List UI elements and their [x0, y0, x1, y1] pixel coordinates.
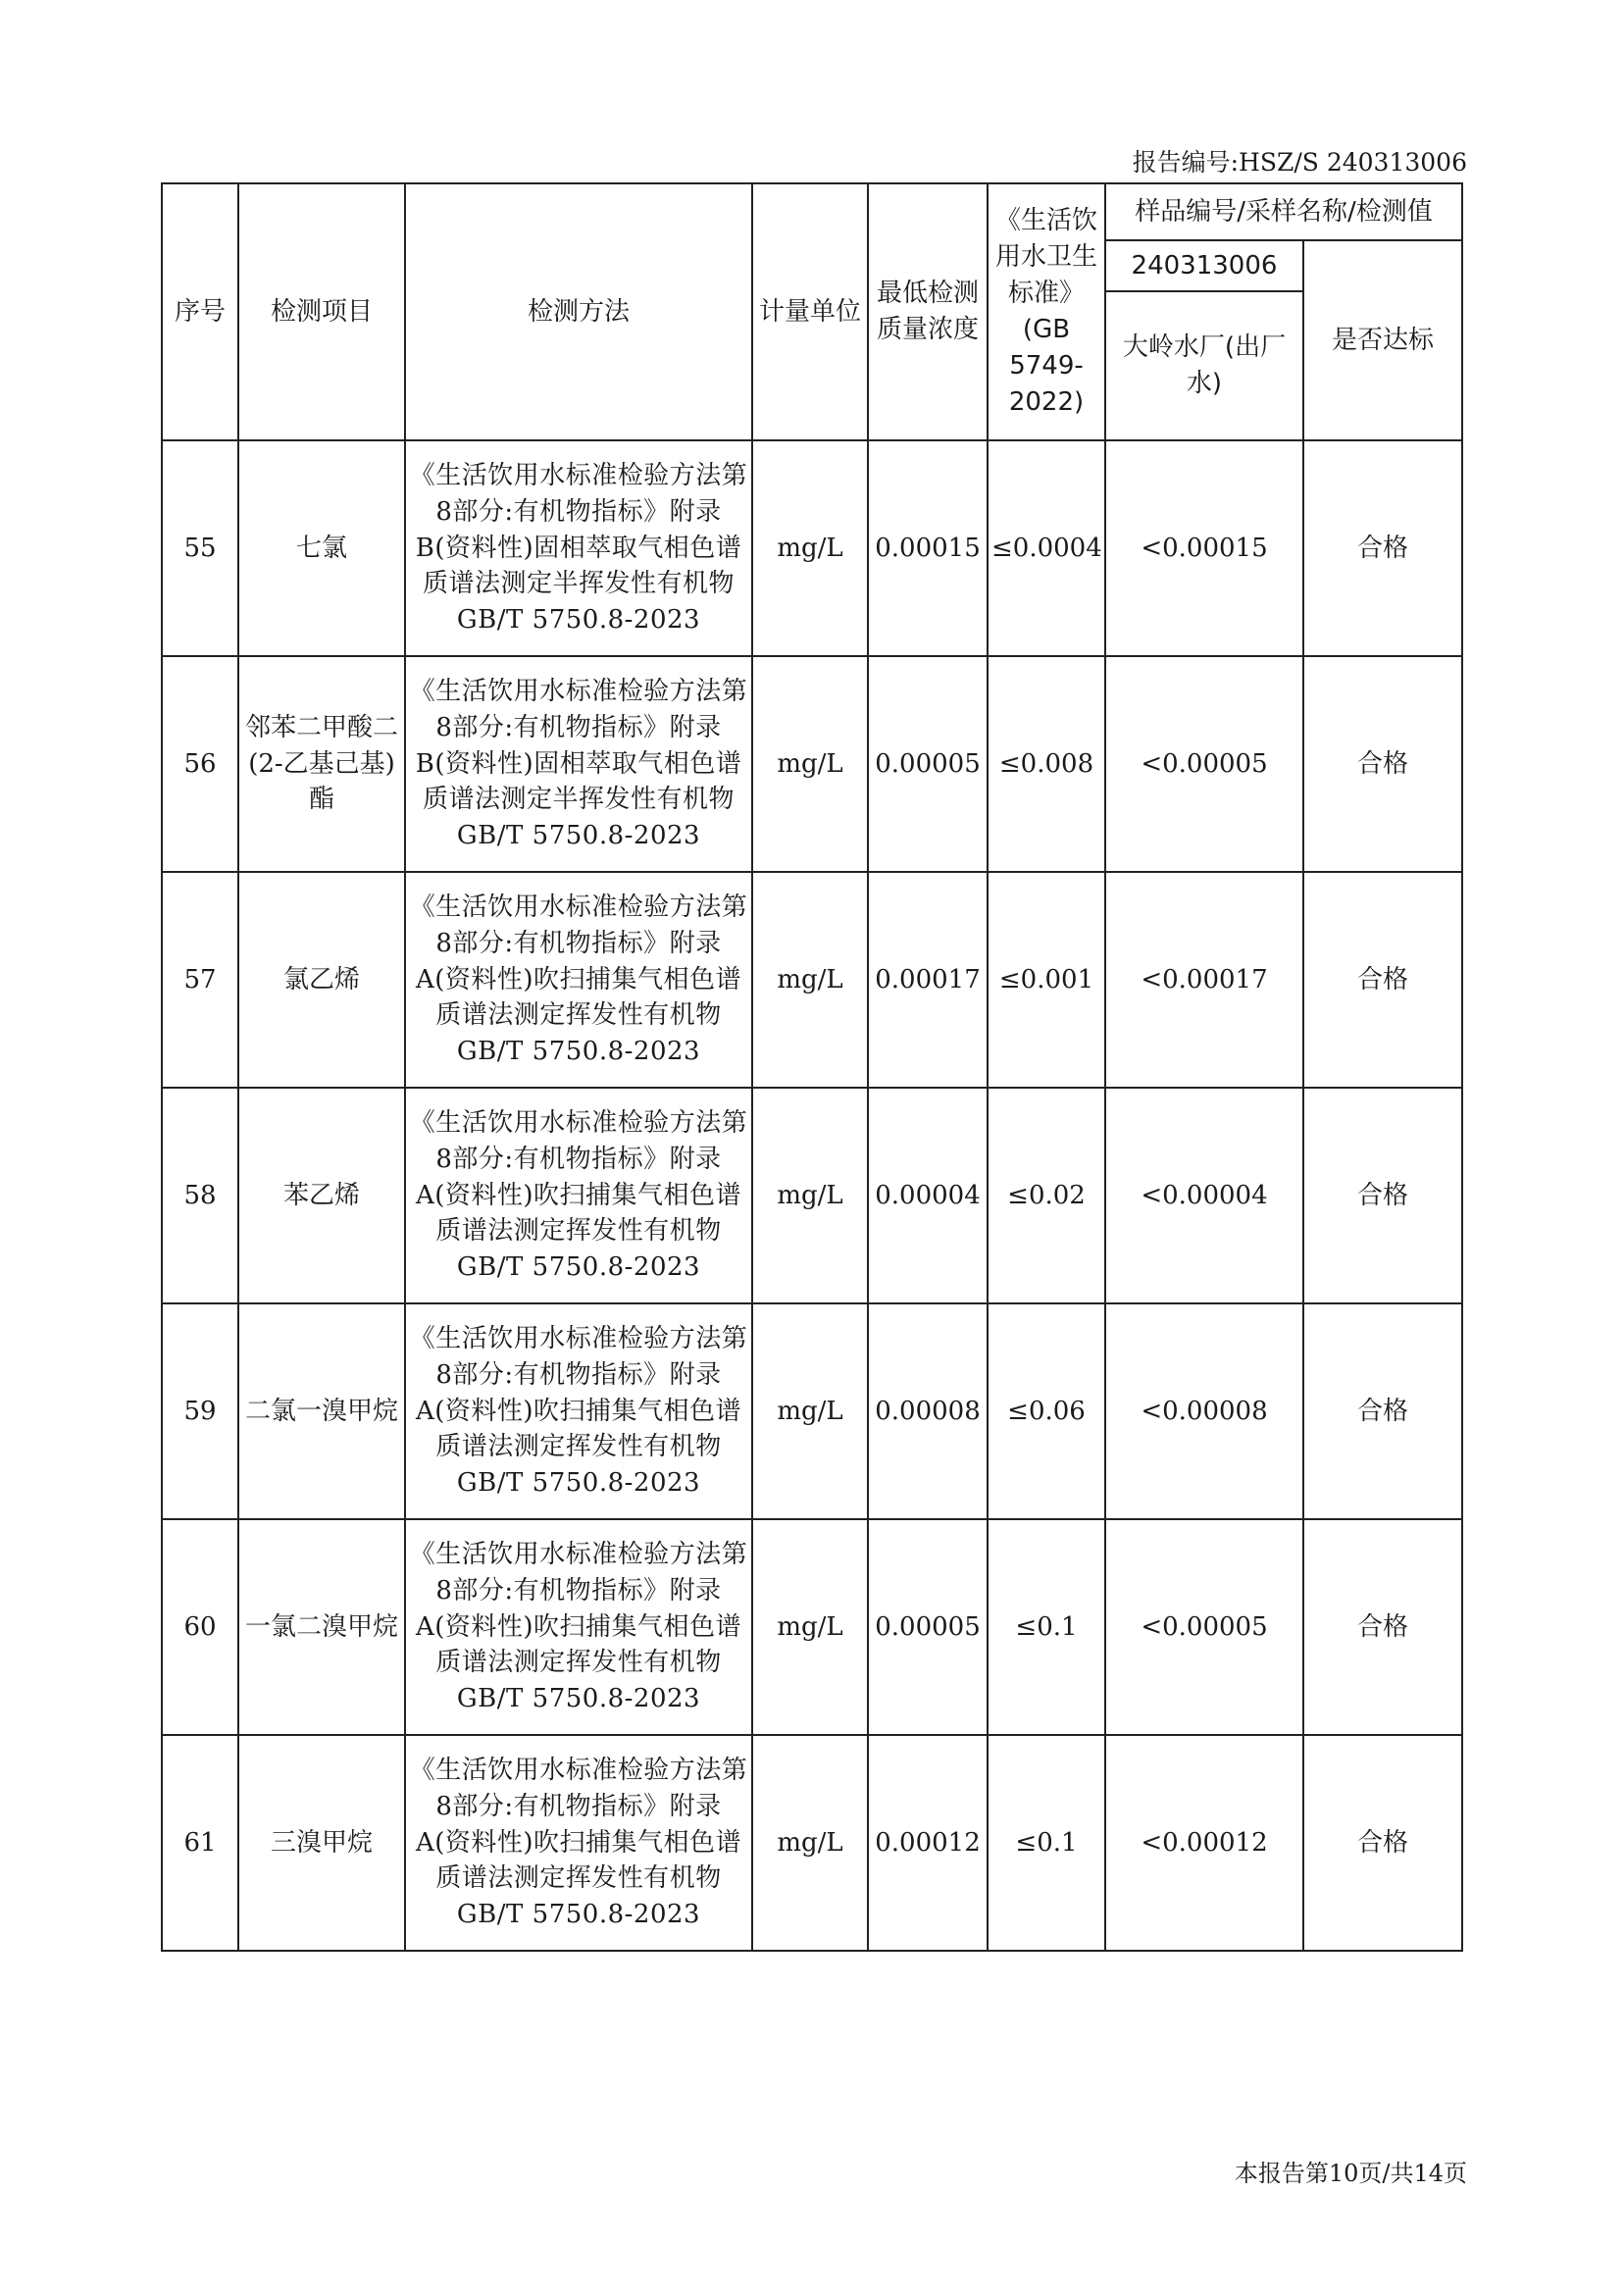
cell-seq: 55 — [162, 440, 238, 656]
header-standard: 《生活饮用水卫生标准》(GB 5749-2022) — [988, 183, 1105, 440]
cell-standard: ≤0.1 — [988, 1519, 1105, 1735]
header-sample-id: 240313006 — [1105, 240, 1303, 291]
table-row — [162, 1088, 1462, 1303]
cell-result: 合格 — [1303, 1519, 1462, 1735]
table-row — [162, 440, 1462, 656]
cell-method: 《生活饮用水标准检验方法第8部分:有机物指标》附录A(资料性)吹扫捕集气相色谱质谱法测定挥发性有机物 GB/T 5750.8-2023 — [405, 1519, 752, 1735]
cell-item: 三溴甲烷 — [238, 1735, 405, 1951]
cell-value: <0.00008 — [1105, 1303, 1303, 1519]
header-lod: 最低检测质量浓度 — [868, 183, 988, 440]
cell-lod: 0.00017 — [868, 872, 988, 1088]
cell-standard: ≤0.02 — [988, 1088, 1105, 1303]
cell-value: <0.00005 — [1105, 1519, 1303, 1735]
cell-unit: mg/L — [752, 872, 868, 1088]
header-sample-name: 大岭水厂(出厂水) — [1105, 291, 1303, 440]
cell-seq: 58 — [162, 1088, 238, 1303]
cell-seq: 61 — [162, 1735, 238, 1951]
table-row — [162, 1519, 1462, 1735]
header-sample-group: 样品编号/采样名称/检测值 — [1105, 183, 1462, 240]
cell-item: 氯乙烯 — [238, 872, 405, 1088]
cell-unit: mg/L — [752, 656, 868, 872]
cell-standard: ≤0.1 — [988, 1735, 1105, 1951]
cell-value: <0.00012 — [1105, 1735, 1303, 1951]
cell-result: 合格 — [1303, 656, 1462, 872]
table-row — [162, 1735, 1462, 1951]
cell-lod: 0.00004 — [868, 1088, 988, 1303]
cell-result: 合格 — [1303, 1088, 1462, 1303]
cell-lod: 0.00005 — [868, 1519, 988, 1735]
cell-item: 一氯二溴甲烷 — [238, 1519, 405, 1735]
cell-unit: mg/L — [752, 1088, 868, 1303]
cell-standard: ≤0.0004 — [988, 440, 1105, 656]
cell-item: 苯乙烯 — [238, 1088, 405, 1303]
cell-method: 《生活饮用水标准检验方法第8部分:有机物指标》附录A(资料性)吹扫捕集气相色谱质谱法测定挥发性有机物 GB/T 5750.8-2023 — [405, 1303, 752, 1519]
cell-lod: 0.00008 — [868, 1303, 988, 1519]
cell-lod: 0.00015 — [868, 440, 988, 656]
cell-method: 《生活饮用水标准检验方法第8部分:有机物指标》附录A(资料性)吹扫捕集气相色谱质谱法测定挥发性有机物 GB/T 5750.8-2023 — [405, 872, 752, 1088]
cell-value: <0.00004 — [1105, 1088, 1303, 1303]
cell-unit: mg/L — [752, 1735, 868, 1951]
cell-seq: 60 — [162, 1519, 238, 1735]
results-table — [161, 182, 1463, 1952]
cell-item: 七氯 — [238, 440, 405, 656]
cell-item: 邻苯二甲酸二(2-乙基己基)酯 — [238, 656, 405, 872]
cell-item: 二氯一溴甲烷 — [238, 1303, 405, 1519]
cell-lod: 0.00012 — [868, 1735, 988, 1951]
cell-value: <0.00015 — [1105, 440, 1303, 656]
cell-result: 合格 — [1303, 440, 1462, 656]
table-row — [162, 1303, 1462, 1519]
cell-seq: 57 — [162, 872, 238, 1088]
report-number: 报告编号:HSZ/S 240313006 — [1132, 148, 1467, 177]
cell-seq: 56 — [162, 656, 238, 872]
cell-value: <0.00005 — [1105, 656, 1303, 872]
cell-result: 合格 — [1303, 872, 1462, 1088]
cell-value: <0.00017 — [1105, 872, 1303, 1088]
cell-unit: mg/L — [752, 440, 868, 656]
cell-lod: 0.00005 — [868, 656, 988, 872]
cell-result: 合格 — [1303, 1735, 1462, 1951]
cell-seq: 59 — [162, 1303, 238, 1519]
header-method: 检测方法 — [405, 183, 752, 440]
header-compliance: 是否达标 — [1303, 240, 1462, 440]
cell-result: 合格 — [1303, 1303, 1462, 1519]
table-row — [162, 872, 1462, 1088]
table-row — [162, 656, 1462, 872]
header-item: 检测项目 — [238, 183, 405, 440]
header-seq: 序号 — [162, 183, 238, 440]
header-unit: 计量单位 — [752, 183, 868, 440]
cell-unit: mg/L — [752, 1519, 868, 1735]
cell-method: 《生活饮用水标准检验方法第8部分:有机物指标》附录B(资料性)固相萃取气相色谱质谱法测定半挥发性有机物 GB/T 5750.8-2023 — [405, 440, 752, 656]
cell-standard: ≤0.008 — [988, 656, 1105, 872]
page-footer: 本报告第10页/共14页 — [1234, 2160, 1467, 2187]
cell-unit: mg/L — [752, 1303, 868, 1519]
table-body — [162, 440, 1462, 1951]
cell-method: 《生活饮用水标准检验方法第8部分:有机物指标》附录A(资料性)吹扫捕集气相色谱质谱法测定挥发性有机物 GB/T 5750.8-2023 — [405, 1735, 752, 1951]
cell-standard: ≤0.06 — [988, 1303, 1105, 1519]
cell-method: 《生活饮用水标准检验方法第8部分:有机物指标》附录B(资料性)固相萃取气相色谱质谱法测定半挥发性有机物 GB/T 5750.8-2023 — [405, 656, 752, 872]
cell-method: 《生活饮用水标准检验方法第8部分:有机物指标》附录A(资料性)吹扫捕集气相色谱质谱法测定挥发性有机物 GB/T 5750.8-2023 — [405, 1088, 752, 1303]
cell-standard: ≤0.001 — [988, 872, 1105, 1088]
